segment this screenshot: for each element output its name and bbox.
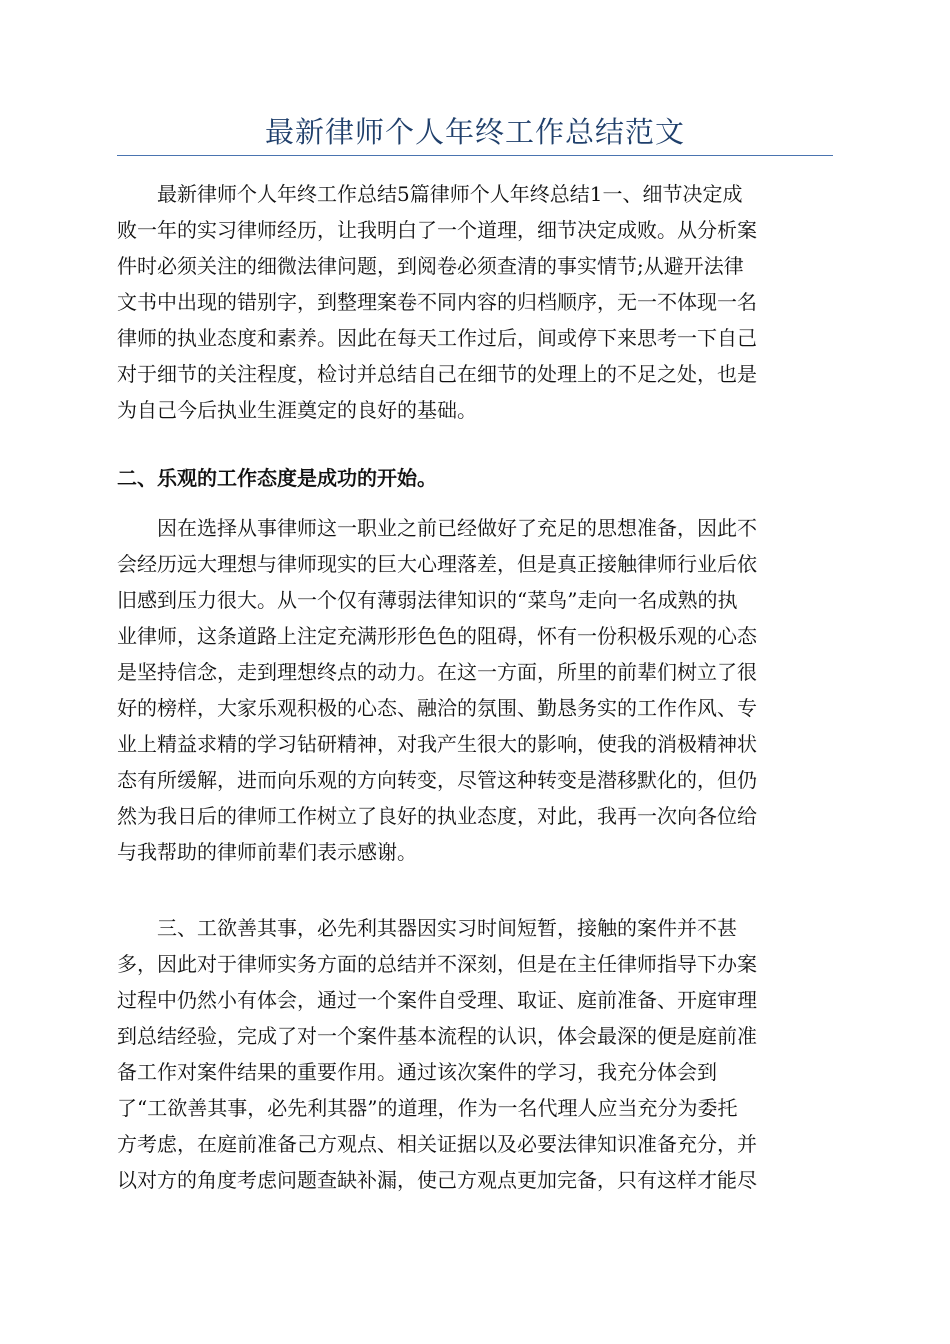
paragraph-line: 备工作对案件结果的重要作用。通过该次案件的学习，我充分体会到 <box>117 1060 717 1084</box>
paragraph-line: 业律师，这条道路上注定充满形形色色的阻碍，怀有一份积极乐观的心态 <box>117 624 757 648</box>
paragraph-line: 方考虑，在庭前准备己方观点、相关证据以及必要法律知识准备充分，并 <box>117 1132 757 1156</box>
paragraph-line: 好的榜样，大家乐观积极的心态、融洽的氛围、勤恳务实的工作作风、专 <box>117 696 757 720</box>
paragraph-3 <box>117 910 833 1198</box>
paragraph-line: 业上精益求精的学习钻研精神，对我产生很大的影响，使我的消极精神状 <box>117 732 757 756</box>
paragraph-line: 对于细节的关注程度，检讨并总结自己在细节的处理上的不足之处，也是 <box>117 362 757 386</box>
paragraph-line: 最新律师个人年终工作总结5篇律师个人年终总结1一、细节决定成 <box>157 182 743 206</box>
paragraph-line: 律师的执业态度和素养。因此在每天工作过后，间或停下来思考一下自己 <box>117 326 757 350</box>
paragraph-2 <box>117 510 833 870</box>
paragraph-line: 三、工欲善其事，必先利其器因实习时间短暂，接触的案件并不甚 <box>157 916 737 940</box>
paragraph-line: 是坚持信念，走到理想终点的动力。在这一方面，所里的前辈们树立了很 <box>117 660 757 684</box>
paragraph-line: 过程中仍然小有体会，通过一个案件自受理、取证、庭前准备、开庭审理 <box>117 988 757 1012</box>
paragraph-line: 到总结经验，完成了对一个案件基本流程的认识，体会最深的便是庭前准 <box>117 1024 757 1048</box>
paragraph-1 <box>117 176 833 428</box>
paragraph-line: 因在选择从事律师这一职业之前已经做好了充足的思想准备，因此不 <box>157 516 757 540</box>
paragraph-line: 败一年的实习律师经历，让我明白了一个道理，细节决定成败。从分析案 <box>117 218 757 242</box>
paragraph-line: 会经历远大理想与律师现实的巨大心理落差，但是真正接触律师行业后依 <box>117 552 757 576</box>
paragraph-line: 多，因此对于律师实务方面的总结并不深刻，但是在主任律师指导下办案 <box>117 952 757 976</box>
paragraph-line: 件时必须关注的细微法律问题，到阅卷必须查清的事实情节;从避开法律 <box>117 254 744 278</box>
paragraph-line: 文书中出现的错别字，到整理案卷不同内容的归档顺序，无一不体现一名 <box>117 290 757 314</box>
paragraph-line: 以对方的角度考虑问题查缺补漏，使己方观点更加完备，只有这样才能尽 <box>117 1168 757 1192</box>
paragraph-line: 了“工欲善其事，必先利其器”的道理，作为一名代理人应当充分为委托 <box>117 1096 738 1120</box>
paragraph-line: 与我帮助的律师前辈们表示感谢。 <box>117 840 417 864</box>
document-title: 最新律师个人年终工作总结范文 <box>264 115 685 149</box>
section-heading: 二、乐观的工作态度是成功的开始。 <box>117 466 437 490</box>
paragraph-line: 旧感到压力很大。从一个仅有薄弱法律知识的“菜鸟”走向一名成熟的执 <box>117 588 738 612</box>
paragraph-line: 态有所缓解，进而向乐观的方向转变，尽管这种转变是潜移默化的，但仍 <box>117 768 757 792</box>
paragraph-line: 然为我日后的律师工作树立了良好的执业态度，对此，我再一次向各位给 <box>117 804 757 828</box>
paragraph-line: 为自己今后执业生涯奠定的良好的基础。 <box>117 398 477 422</box>
title-underline <box>117 155 833 156</box>
